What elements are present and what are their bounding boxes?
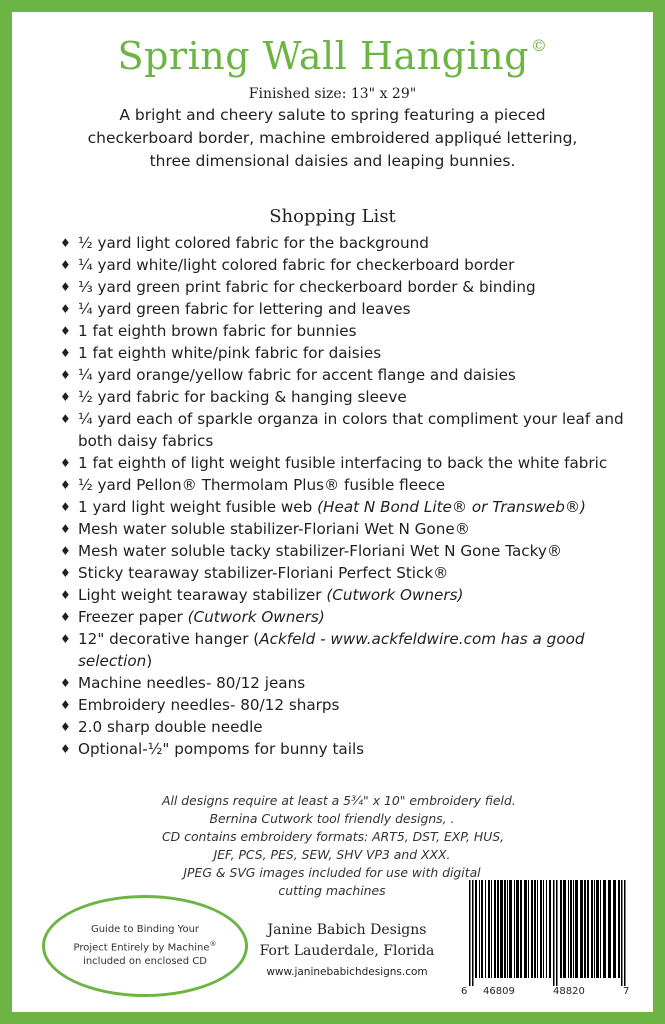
bullet-icon: ♦ — [60, 522, 71, 536]
barcode-bar — [494, 880, 496, 978]
shopping-list-item — [60, 738, 626, 760]
bullet-icon: ♦ — [60, 236, 71, 250]
barcode-bar — [591, 880, 593, 978]
barcode — [461, 880, 633, 1000]
shopping-list-item — [60, 408, 626, 452]
bullet-icon: ♦ — [60, 698, 71, 712]
company-website: www.janinebabichdesigns.com — [266, 966, 428, 978]
shopping-list-item — [60, 232, 626, 254]
shopping-list-item — [60, 584, 626, 606]
barcode-bar — [587, 880, 589, 978]
bullet-icon: ♦ — [60, 390, 71, 404]
barcode-bar — [488, 880, 490, 978]
item-text: ½ yard Pellon® Thermolam Plus® fusible fleece — [78, 476, 446, 494]
barcode-bar — [618, 880, 620, 978]
item-note: (Cutwork Owners) — [326, 586, 464, 604]
barcode-bar — [537, 880, 538, 978]
barcode-bar — [514, 880, 515, 978]
description-line: A bright and cheery salute to spring featuring a pieced — [119, 106, 546, 124]
shopping-list-item — [60, 628, 626, 672]
bullet-icon: ♦ — [60, 258, 71, 272]
shopping-list-item — [60, 672, 626, 694]
item-text: 2.0 sharp double needle — [78, 718, 263, 736]
item-text: 1 yard light weight fusible web — [78, 498, 318, 516]
registered-mark: ® — [209, 939, 217, 948]
bullet-icon: ♦ — [60, 742, 71, 756]
bullet-icon: ♦ — [60, 566, 71, 580]
bullet-icon: ♦ — [60, 478, 71, 492]
note-line: cutting machines — [278, 883, 386, 898]
barcode-bar — [475, 880, 477, 978]
barcode-bar — [594, 880, 595, 978]
item-text: Sticky tearaway stabilizer-Floriani Perfect Stick® — [78, 564, 449, 582]
barcode-bar — [546, 880, 547, 978]
bullet-icon: ♦ — [60, 456, 71, 470]
shopping-list-item — [60, 694, 626, 716]
barcode-bar — [485, 880, 486, 978]
binding-guide-line — [74, 937, 217, 955]
shopping-list-item — [60, 276, 626, 298]
bullet-icon: ♦ — [60, 302, 71, 316]
barcode-bar — [584, 880, 586, 978]
binding-guide-text: Project Entirely by Machine — [73, 942, 210, 954]
binding-guide-line: included on enclosed CD — [83, 956, 207, 968]
barcode-bar — [549, 880, 551, 978]
item-note: (Heat N Bond Lite® or Transweb®) — [317, 498, 586, 516]
copyright-mark: © — [530, 36, 548, 55]
barcode-bar — [500, 880, 503, 978]
company-location: Fort Lauderdale, Florida — [259, 943, 435, 959]
item-text: 1 fat eighth of light weight fusible interfacing to back the white fabric — [78, 454, 608, 472]
item-text: Embroidery needles- 80/12 sharps — [78, 696, 340, 714]
shopping-list-item — [60, 606, 626, 628]
barcode-bar — [608, 880, 611, 978]
page-title — [12, 34, 653, 78]
item-text: ¼ yard each of sparkle organza in colors that compliment your leaf and both daisy fabrics — [78, 410, 624, 450]
shopping-list-item — [60, 386, 626, 408]
barcode-bar — [573, 880, 574, 978]
design-notes — [162, 792, 516, 900]
barcode-bar — [479, 880, 480, 978]
barcode-bar — [596, 880, 599, 978]
shopping-list-item — [60, 320, 626, 342]
note-line: All designs require at least a 5¾" x 10" embroidery field. — [162, 793, 516, 808]
bullet-icon: ♦ — [60, 632, 71, 646]
description-line: three dimensional daisies and leaping bunnies. — [149, 152, 516, 170]
item-text: Light weight tearaway stabilizer — [78, 586, 327, 604]
barcode-bar — [481, 880, 483, 978]
shopping-list-heading: Shopping List — [269, 206, 396, 227]
shopping-list — [60, 232, 626, 760]
bullet-icon: ♦ — [60, 280, 71, 294]
barcode-bar — [560, 880, 562, 978]
item-note: Ackfeld - www.ackfeldwire.com has a good selection — [78, 630, 585, 670]
barcode-bar — [507, 880, 508, 978]
item-text: 1 fat eighth brown fabric for bunnies — [78, 322, 357, 340]
item-text: 1 fat eighth white/pink fabric for daisies — [78, 344, 382, 362]
shopping-list-item — [60, 452, 626, 474]
barcode-bar — [603, 880, 606, 978]
item-text: Freezer paper — [78, 608, 188, 626]
barcode-bar — [580, 880, 583, 978]
barcode-bar — [524, 880, 527, 978]
barcode-bar — [491, 880, 492, 978]
finished-size: Finished size: 13" x 29" — [248, 86, 417, 102]
shopping-list-item — [60, 518, 626, 540]
barcode-digit-group: 6 — [461, 986, 468, 997]
item-text: ½ yard light colored fabric for the background — [78, 234, 429, 252]
shopping-list-item — [60, 364, 626, 386]
title-text: Spring Wall Hanging — [117, 34, 529, 78]
barcode-bar — [534, 880, 536, 978]
bullet-icon: ♦ — [60, 324, 71, 338]
item-text: ⅓ yard green print fabric for checkerboard border & binding — [78, 278, 536, 296]
bullet-icon: ♦ — [60, 412, 71, 426]
barcode-bar — [556, 880, 558, 986]
barcode-bar — [528, 880, 529, 978]
shopping-list-item — [60, 540, 626, 562]
shopping-list-item — [60, 342, 626, 364]
note-line: JEF, PCS, PES, SEW, SHV VP3 and XXX. — [213, 847, 451, 862]
barcode-bar — [543, 880, 544, 978]
barcode-bar — [497, 880, 499, 978]
description-line: checkerboard border, machine embroidered appliqué lettering, — [87, 129, 578, 147]
company-info — [247, 920, 447, 983]
barcode-bar — [504, 880, 506, 978]
barcode-bar — [600, 880, 601, 978]
item-text: ¼ yard green fabric for lettering and leaves — [78, 300, 411, 318]
item-text: Mesh water soluble tacky stabilizer-Floriani Wet N Gone Tacky® — [78, 542, 563, 560]
barcode-bar — [520, 880, 522, 978]
barcode-digit-group: 7 — [623, 986, 630, 997]
barcode-bar — [553, 880, 555, 986]
barcode-bar — [472, 880, 474, 986]
note-line: CD contains embroidery formats: ART5, DST, EXP, HUS, — [162, 829, 505, 844]
barcode-digit-group: 48820 — [553, 986, 585, 997]
shopping-list-item — [60, 254, 626, 276]
barcode-bar — [469, 880, 471, 986]
binding-guide-line: Guide to Binding Your — [90, 923, 200, 935]
bullet-icon: ♦ — [60, 610, 71, 624]
barcode-bar — [563, 880, 566, 978]
note-line: JPEG & SVG images included for use with digital — [183, 865, 481, 880]
item-text: ½ yard fabric for backing & hanging sleeve — [78, 388, 407, 406]
bullet-icon: ♦ — [60, 346, 71, 360]
bullet-icon: ♦ — [60, 368, 71, 382]
shopping-list-item — [60, 474, 626, 496]
barcode-digits — [461, 986, 633, 1000]
barcode-bar — [516, 880, 519, 978]
barcode-bar — [570, 880, 572, 978]
item-text: Optional-½" pompoms for bunny tails — [78, 740, 365, 758]
barcode-bar — [509, 880, 512, 978]
bullet-icon: ♦ — [60, 676, 71, 690]
item-text: ¼ yard orange/yellow fabric for accent flange and daisies — [78, 366, 516, 384]
barcode-bar — [540, 880, 542, 978]
item-text: Machine needles- 80/12 jeans — [78, 674, 306, 692]
item-text: Mesh water soluble stabilizer-Floriani Wet N Gone® — [78, 520, 470, 538]
shopping-list-item — [60, 496, 626, 518]
company-name: Janine Babich Designs — [267, 922, 427, 938]
shopping-list-item — [60, 298, 626, 320]
note-line: Bernina Cutwork tool friendly designs, . — [209, 811, 455, 826]
bullet-icon: ♦ — [60, 588, 71, 602]
barcode-bar — [568, 880, 569, 978]
barcode-digit-group: 46809 — [483, 986, 515, 997]
description — [62, 104, 603, 173]
item-text: 12" decorative hanger ( — [78, 630, 260, 648]
bullet-icon: ♦ — [60, 544, 71, 558]
barcode-bar — [575, 880, 578, 978]
bullet-icon: ♦ — [60, 720, 71, 734]
shopping-list-item — [60, 716, 626, 738]
bullet-icon: ♦ — [60, 500, 71, 514]
barcode-bar — [624, 880, 626, 986]
barcode-bars — [461, 880, 633, 986]
shopping-list-item — [60, 562, 626, 584]
barcode-bar — [613, 880, 616, 978]
item-text-end: ) — [146, 652, 153, 670]
item-note: (Cutwork Owners) — [187, 608, 325, 626]
binding-guide-oval — [42, 895, 248, 997]
barcode-bar — [621, 880, 623, 986]
pattern-back-cover — [12, 12, 653, 1012]
item-text: ¼ yard white/light colored fabric for checkerboard border — [78, 256, 515, 274]
barcode-bar — [531, 880, 533, 978]
